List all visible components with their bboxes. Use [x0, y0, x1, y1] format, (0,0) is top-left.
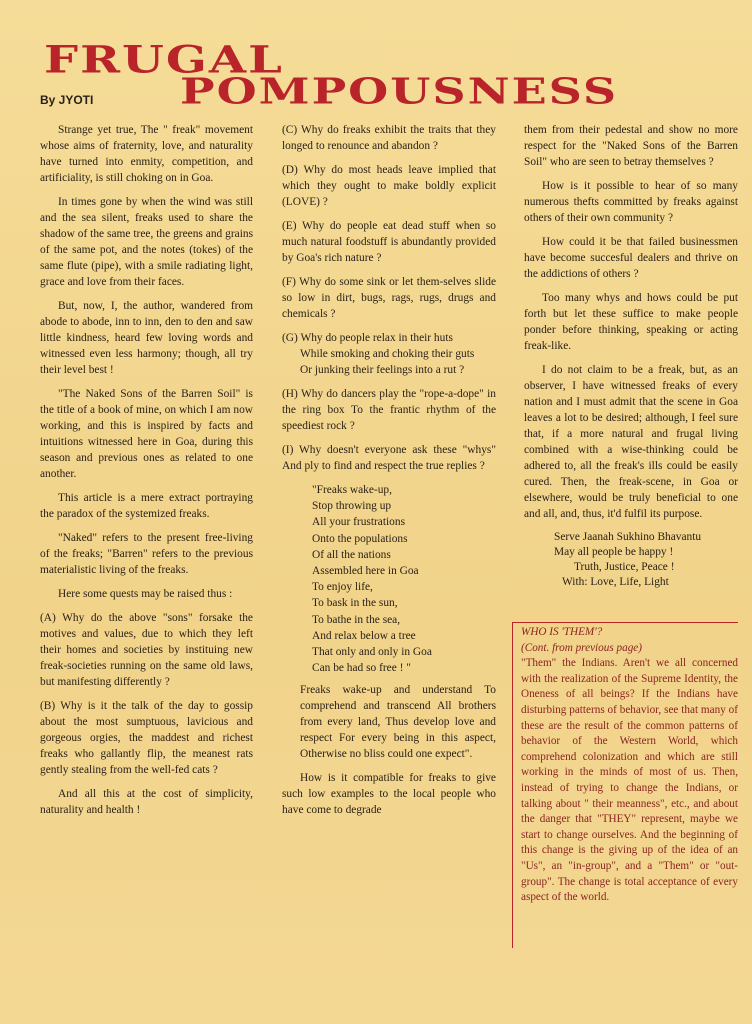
- question-g-line: Or junking their feelings into a rut ?: [300, 364, 465, 376]
- question-a: (A) Why do the above "sons" forsake the motives and values, due to which they left their homes and societies by instituing new freak-societies running on the same old laws, but manifesting differently ?: [40, 612, 253, 688]
- paragraph: "Naked" refers to the present free-living of the freaks; "Barren" refers to the previous materialistic living of the freaks.: [40, 532, 253, 576]
- headline-line-2: POMPOUSNESS: [180, 70, 619, 113]
- question-g-line: (G) Why do people relax in their huts: [282, 332, 453, 344]
- poem-line: "Freaks wake-up,: [312, 484, 392, 496]
- paragraph: In times gone by when the wind was still and the sea silent, freaks used to share the shadow of the same tree, the greens and grains of the same pot, and the notes (tokes) of the same flute (pipe), with a smile radiating light, grace and love from their faces.: [40, 196, 253, 288]
- paragraph: I do not claim to be a freak, but, as an observer, I have witnessed freaks of every nation and I must admit that the scene in Goa leaves a lot to be desired; although, I feel sure that, if a more natural and frugal living combined with a wise-thinking could be adhered to, all the freak's ills could be easily cured. Then, the freak-scene, in Goa or elsewhere, would be truly beneficial to one and all, and, thus, it'd fulfil its purpose.: [524, 364, 738, 520]
- poem-line: All your frustrations: [312, 516, 406, 529]
- poem-line: That only and only in Goa: [312, 646, 432, 659]
- signature-line: May all people be happy !: [554, 546, 674, 558]
- question-i: (I) Why doesn't everyone ask these "whys" And ply to find and respect the true replies ?: [282, 444, 496, 472]
- poem-line: Of all the nations: [312, 548, 391, 561]
- question-g: [282, 330, 496, 378]
- closing-verse: Freaks wake-up and understand To comprehend and transcend All brothers from every land, Thus develop love and respect For every being in this aspect, Otherwise no bliss could one expect".: [300, 684, 496, 761]
- poem-line: And relax below a tree: [312, 629, 416, 642]
- poem-line: To bathe in the sea,: [312, 613, 401, 626]
- question-c: (C) Why do freaks exhibit the traits that they longed to renounce and abandon ?: [282, 124, 496, 152]
- paragraph: This article is a mere extract portraying the paradox of the systemized freaks.: [40, 492, 253, 520]
- signature-line: With: Love, Life, Light: [562, 576, 669, 588]
- signature-line: Truth, Justice, Peace !: [574, 561, 675, 573]
- signature-block: [554, 530, 738, 590]
- byline: By JYOTI: [40, 93, 94, 107]
- poem-line: Stop throwing up: [312, 500, 392, 513]
- poem-line: Can be had so free ! ": [312, 662, 411, 675]
- sidebox-heading: WHO IS 'THEM'?: [521, 626, 603, 638]
- signature-line: Serve Jaanah Sukhino Bhavantu: [554, 531, 702, 543]
- question-f: (F) Why do some sink or let them-selves slide so low in dirt, bugs, rags, rugs, drugs and chemicals ?: [282, 276, 496, 320]
- paragraph: But, now, I, the author, wandered from abode to abode, inn to inn, den to den and saw little kindness, heard few loving words and witnessed even less harmony; though, all try their level best !: [40, 300, 253, 376]
- poem-line: Assembled here in Goa: [312, 565, 419, 578]
- poem-line: To bask in the sun,: [312, 597, 398, 610]
- paragraph: "The Naked Sons of the Barren Soil" is the title of a book of mine, on which I am now working, and this is inspired by facts and intuitions witnessed here in Goa, during this season and previous ones as related to one another.: [40, 388, 253, 480]
- paragraph: And all this at the cost of simplicity, naturality and health !: [40, 788, 253, 816]
- question-d: (D) Why do most heads leave implied that which they ought to make boldly explicit (LOVE) ?: [282, 164, 496, 208]
- paragraph: Too many whys and hows could be put forth but let these suffice to make people ponder before thinking, speaking or acting freak-like.: [524, 292, 738, 352]
- headline-line-1: FRUGAL: [44, 38, 284, 82]
- article-column-3: [524, 122, 738, 590]
- poem-line: Onto the populations: [312, 532, 408, 545]
- paragraph: How is it compatible for freaks to give such low examples to the local people who have come to degrade: [282, 772, 496, 817]
- poem-line: To enjoy life,: [312, 581, 373, 594]
- sidebox-continuation: (Cont. from previous page): [521, 641, 642, 654]
- sidebox-text: "Them" the Indians. Aren't we all concerned with the realization of the Supreme Identity, the Oneness of all beings? If the Indians have disturbing patterns of behavior, see that many of these are the result of the common patterns of behavior of the Western World, which comprehend colonization and which are still working in the minds of most of us. Then, instead of trying to change the Indians, or talking about " their meanness", etc., and about the danger that "THEY" represent, maybe we start to change ourselves. And the beginning of this change is the giving up of the idea of an "Us", an "in-group", and a "Them" or "out-group". The change is total acceptance of every aspect of the world.: [521, 657, 738, 904]
- question-g-line: While smoking and choking their guts: [300, 348, 475, 360]
- paragraph: Strange yet true, The " freak" movement whose aims of fraternity, love, and naturality have turned into enmity, competition, and artificiality, is still choking on in Goa.: [40, 124, 253, 184]
- paragraph: How is it possible to hear of so many numerous thefts committed by freaks against others of their own community ?: [524, 180, 738, 224]
- who-is-them-box: [512, 622, 738, 948]
- paragraph: How could it be that failed businessmen have become succesful dealers and thrive on the addictions of others ?: [524, 236, 738, 280]
- question-h: (H) Why do dancers play the "rope-a-dope" in the ring box To the frantic rhythm of the speediest rock ?: [282, 388, 496, 432]
- question-b: (B) Why is it the talk of the day to gossip about the most sumptuous, lavicious and gorgeous orgies, the maddest and richest freaks who gallantly flip, the meanest rats gently stealing from the well-fed cats ?: [40, 700, 253, 776]
- article-column-1: [40, 122, 253, 826]
- article-column-2: [282, 122, 496, 826]
- poem: [312, 482, 496, 676]
- question-e: (E) Why do people eat dead stuff when so much natural foodstuff is abundantly provided by Goa's rich nature ?: [282, 220, 496, 264]
- paragraph: them from their pedestal and show no more respect for the "Naked Sons of the Barren Soil" who are seen to betray themselves ?: [524, 124, 738, 168]
- paragraph: Here some quests may be raised thus :: [58, 588, 233, 600]
